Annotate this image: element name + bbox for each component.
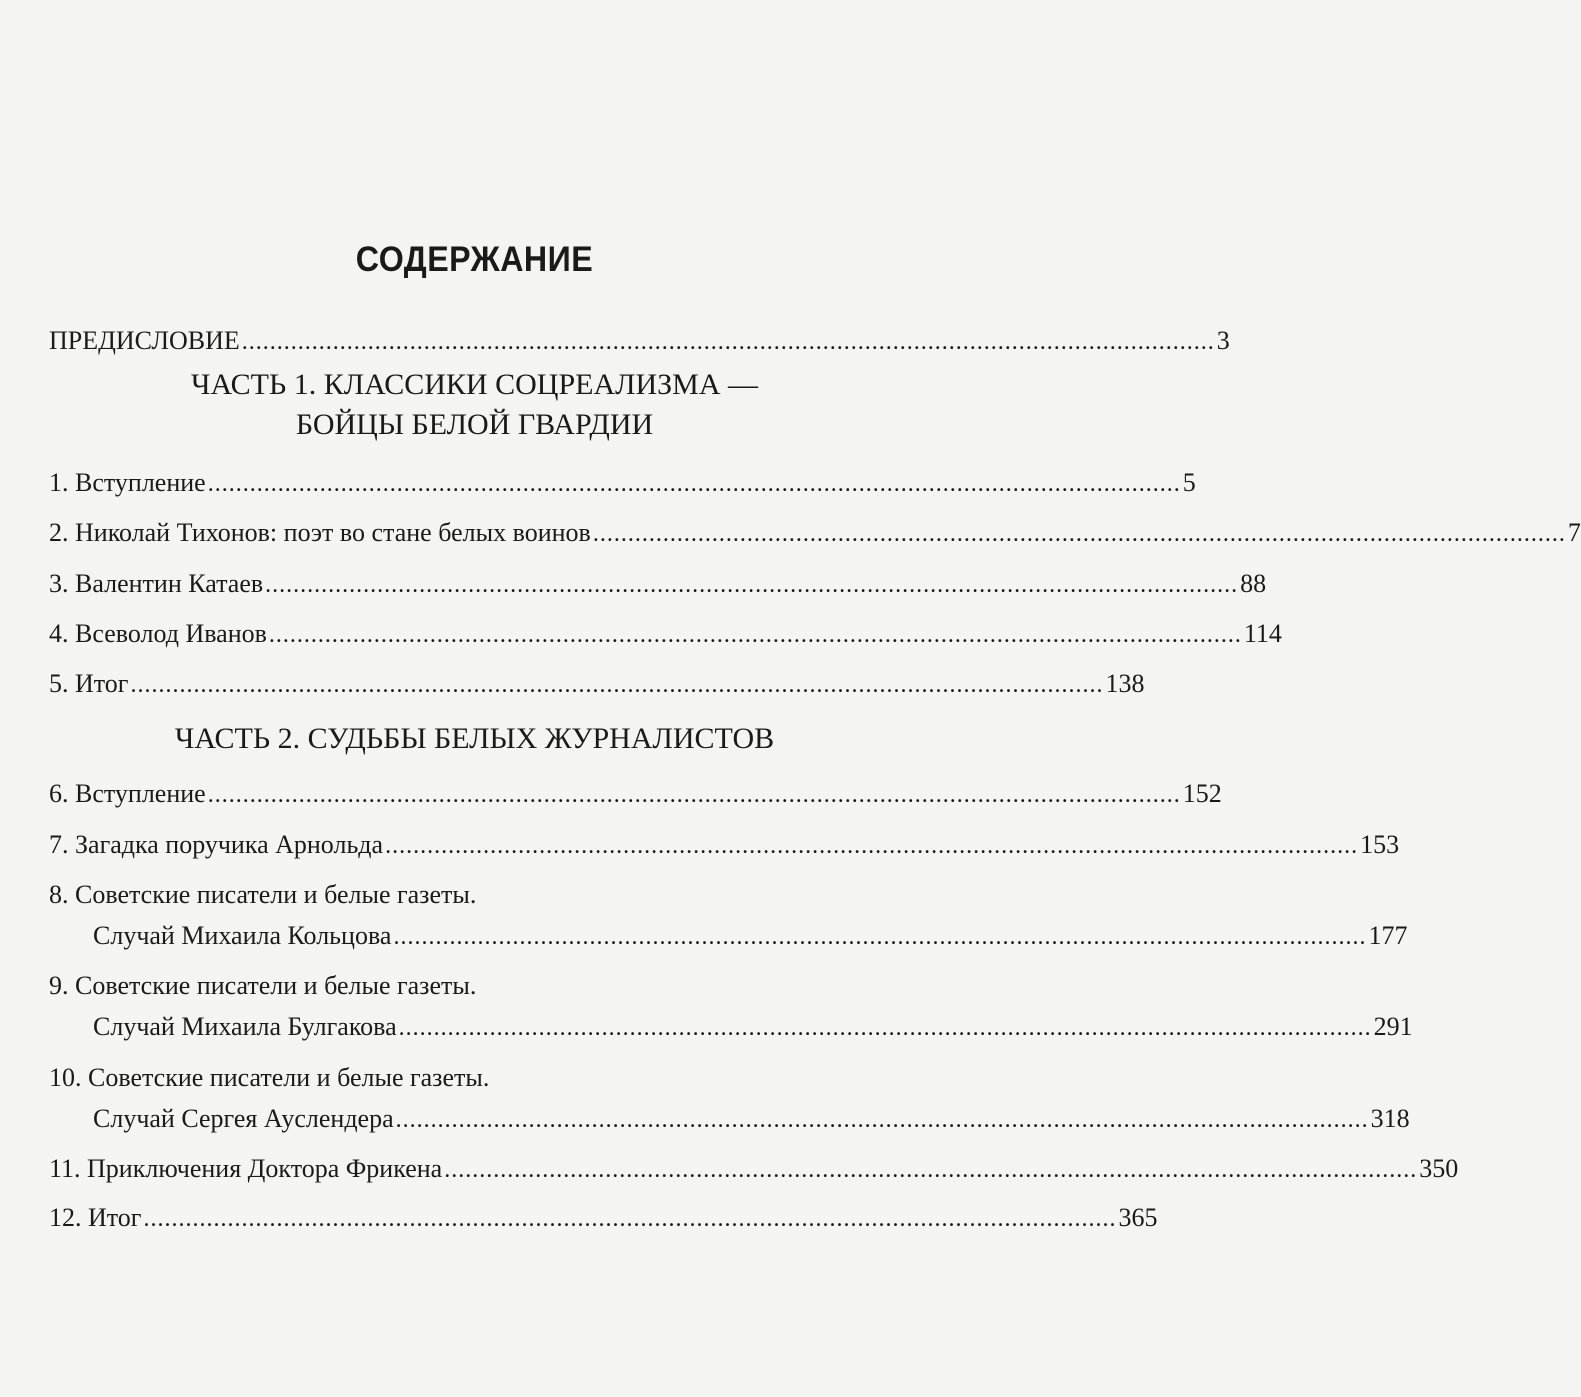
entry-label: ПРЕДИСЛОВИЕ: [49, 326, 240, 355]
entry-page-number: 318: [1370, 1104, 1410, 1133]
dot-leader: ...........................................................................................................................................: [265, 572, 1239, 598]
entry-page-number: 7: [1567, 518, 1581, 547]
part1-title-line2: БОЙЦЫ БЕЛОЙ ГВАРДИИ: [295, 408, 654, 441]
entry-title-line1: 9. Советские писатели и белые газеты.: [49, 971, 477, 1000]
toc-entry: [49, 611, 1282, 648]
entry-page-number: 114: [1243, 619, 1282, 648]
toc-entry: [49, 822, 1400, 859]
entry-title-line1: 10. Советские писатели и белые газеты.: [49, 1063, 490, 1092]
toc-entry: [49, 510, 1581, 547]
toc-entry: [93, 913, 1408, 950]
dot-leader: ...........................................................................................................................................: [143, 1206, 1117, 1232]
toc-entry: [49, 771, 1222, 808]
entry-page-number: 291: [1373, 1012, 1413, 1041]
entry-label: 12. Итог: [49, 1203, 142, 1232]
toc-entry: [93, 1096, 1410, 1133]
entry-label: 2. Николай Тихонов: поэт во стане белых воинов: [49, 518, 591, 547]
entry-page-number: 350: [1419, 1154, 1459, 1183]
dot-leader: ...........................................................................................................................................: [207, 782, 1181, 808]
toc-entry: [49, 561, 1267, 598]
dot-leader: ...........................................................................................................................................: [398, 1015, 1372, 1041]
toc-entry: [49, 661, 1145, 698]
dot-leader: ...........................................................................................................................................: [395, 1107, 1369, 1133]
entry-page-number: 5: [1182, 468, 1196, 497]
entry-label: 5. Итог: [49, 669, 129, 698]
toc-entry: [49, 1146, 1459, 1183]
dot-leader: ...........................................................................................................................................: [385, 833, 1359, 859]
entry-page-number: 152: [1182, 779, 1222, 808]
dot-leader: ...........................................................................................................................................: [393, 924, 1367, 950]
toc-entry: [93, 1004, 1413, 1041]
dot-leader: ...........................................................................................................................................: [207, 471, 1181, 497]
dot-leader: ...........................................................................................................................................: [268, 622, 1242, 648]
page-title: СОДЕРЖАНИЕ: [355, 240, 594, 279]
entry-page-number: 88: [1240, 569, 1267, 598]
entry-label: 7. Загадка поручика Арнольда: [49, 830, 384, 859]
entry-label: 4. Всеволод Иванов: [49, 619, 267, 648]
entry-page-number: 177: [1368, 921, 1408, 950]
entry-label: Случай Михаила Кольцова: [93, 921, 392, 950]
entry-label: 6. Вступление: [49, 779, 206, 808]
part1-title-line1: ЧАСТЬ 1. КЛАССИКИ СОЦРЕАЛИЗМА —: [190, 368, 758, 401]
entry-label: Случай Сергея Ауслендера: [93, 1104, 394, 1133]
part2-title: ЧАСТЬ 2. СУДЬБЫ БЕЛЫХ ЖУРНАЛИСТОВ: [174, 722, 775, 755]
entry-label: Случай Михаила Булгакова: [93, 1012, 397, 1041]
dot-leader: ...........................................................................................................................................: [444, 1157, 1418, 1183]
dot-leader: ...........................................................................................................................................: [130, 672, 1104, 698]
entry-page-number: 153: [1360, 830, 1400, 859]
toc-entry: [49, 460, 1196, 497]
entry-title-line1: 8. Советские писатели и белые газеты.: [49, 880, 477, 909]
toc-entry: [49, 1195, 1158, 1232]
dot-leader: ...........................................................................................................................................: [592, 521, 1566, 547]
entry-label: 3. Валентин Катаев: [49, 569, 264, 598]
entry-label: 11. Приключения Доктора Фрикена: [49, 1154, 443, 1183]
entry-page-number: 138: [1105, 669, 1145, 698]
toc-entry-preface: [49, 318, 1230, 355]
dot-leader: ...........................................................................................................................................: [241, 329, 1215, 355]
entry-page-number: 365: [1118, 1203, 1158, 1232]
entry-label: 1. Вступление: [49, 468, 206, 497]
entry-page-number: 3: [1216, 326, 1230, 355]
